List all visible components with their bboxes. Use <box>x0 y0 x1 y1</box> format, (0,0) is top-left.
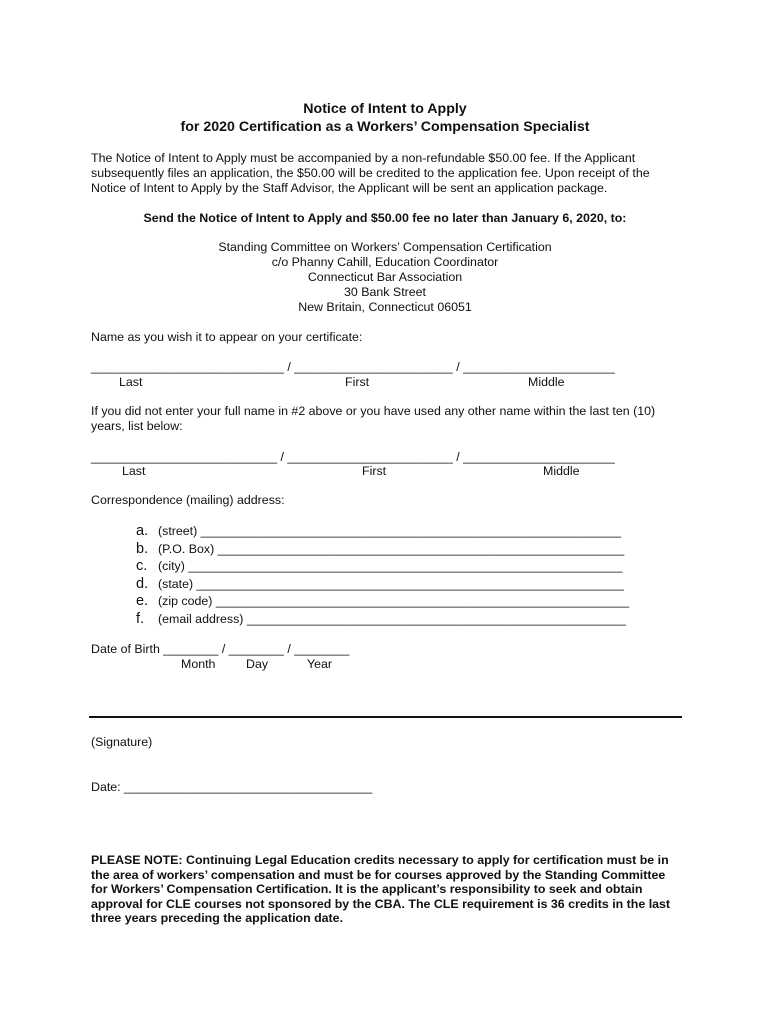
dob-label-year: Year <box>307 657 333 671</box>
page-subtitle: for 2020 Certification as a Workers’ Compensation Specialist <box>180 119 590 135</box>
name-fields-line[interactable]: ____________________________ / _______________________ / ______________________ <box>91 360 615 374</box>
dob-fields-line[interactable]: Date of Birth ________ / ________ / ________ <box>91 642 350 656</box>
name-prompt: Name as you wish it to appear on your certificate: <box>91 330 363 344</box>
other-name-fields-line[interactable]: ___________________________ / ________________________ / ______________________ <box>91 450 615 464</box>
address-field-label: (city) _______________________________________________________________ <box>158 559 623 573</box>
address-field-street[interactable] <box>136 523 621 540</box>
send-instruction: Send the Notice of Intent to Apply and $50.00 fee no later than January 6, 2020, to: <box>143 211 627 225</box>
signature-line[interactable] <box>89 716 682 718</box>
list-letter: e. <box>136 593 149 609</box>
address-field-label: (P.O. Box) ___________________________________________________________ <box>158 542 625 556</box>
address-line-organization: Connecticut Bar Association <box>307 270 463 284</box>
address-field-email[interactable] <box>136 611 626 628</box>
list-letter: d. <box>136 576 149 592</box>
address-field-state[interactable] <box>136 576 624 593</box>
address-field-label: (state) ______________________________________________________________ <box>158 577 624 591</box>
other-name-label-first: First <box>362 464 387 478</box>
list-letter: c. <box>136 558 148 574</box>
dob-label-month: Month <box>181 657 216 671</box>
name-label-first: First <box>345 375 370 389</box>
other-name-label-last: Last <box>122 464 146 478</box>
other-name-label-middle: Middle <box>543 464 580 478</box>
signature-label: (Signature) <box>91 735 153 749</box>
address-field-po-box[interactable] <box>136 541 624 558</box>
address-field-label: (zip code) ____________________________________________________________ <box>158 594 630 608</box>
address-field-city[interactable] <box>136 558 622 575</box>
date-field-line[interactable]: Date: ____________________________________ <box>91 780 373 794</box>
address-line-care-of: c/o Phanny Cahill, Education Coordinator <box>271 255 499 269</box>
dob-label-day: Day <box>246 657 269 671</box>
address-line-committee: Standing Committee on Workers’ Compensation Certification <box>218 240 552 254</box>
name-label-middle: Middle <box>528 375 565 389</box>
address-field-zip[interactable] <box>136 593 629 610</box>
address-field-label: (email address) _______________________________________________________ <box>158 612 626 626</box>
address-field-label: (street) _____________________________________________________________ <box>158 524 622 538</box>
please-note-paragraph: PLEASE NOTE: Continuing Legal Education credits necessary to apply for certification must be in the area of workers’ compensation and must be for courses approved by the Standing Committee for Workers’ Compensation Certification. It is the applicant’s responsibility to seek and obtain approval for CLE courses not sponsored by the CBA. The CLE requirement is 36 credits in the last three years preceding the application date. <box>91 853 671 926</box>
address-prompt: Correspondence (mailing) address: <box>91 493 285 507</box>
mailing-address-block <box>0 240 770 315</box>
list-letter: a. <box>136 523 149 539</box>
address-line-street: 30 Bank Street <box>344 285 426 299</box>
address-line-city: New Britain, Connecticut 06051 <box>298 300 472 314</box>
other-name-prompt: If you did not enter your full name in #2 above or you have used any other name within the last ten (10) years, list below: <box>91 404 656 433</box>
list-letter: b. <box>136 541 149 557</box>
name-label-last: Last <box>119 375 143 389</box>
intro-paragraph: The Notice of Intent to Apply must be accompanied by a non-refundable $50.00 fee. If the Applicant subsequently files an application, the $50.00 will be credited to the application fee. Upon receipt of the Notice of Intent to Apply by the Staff Advisor, the Applicant will be sent an application package. <box>91 151 650 195</box>
list-letter: f. <box>136 611 145 627</box>
page-title: Notice of Intent to Apply <box>303 101 467 117</box>
